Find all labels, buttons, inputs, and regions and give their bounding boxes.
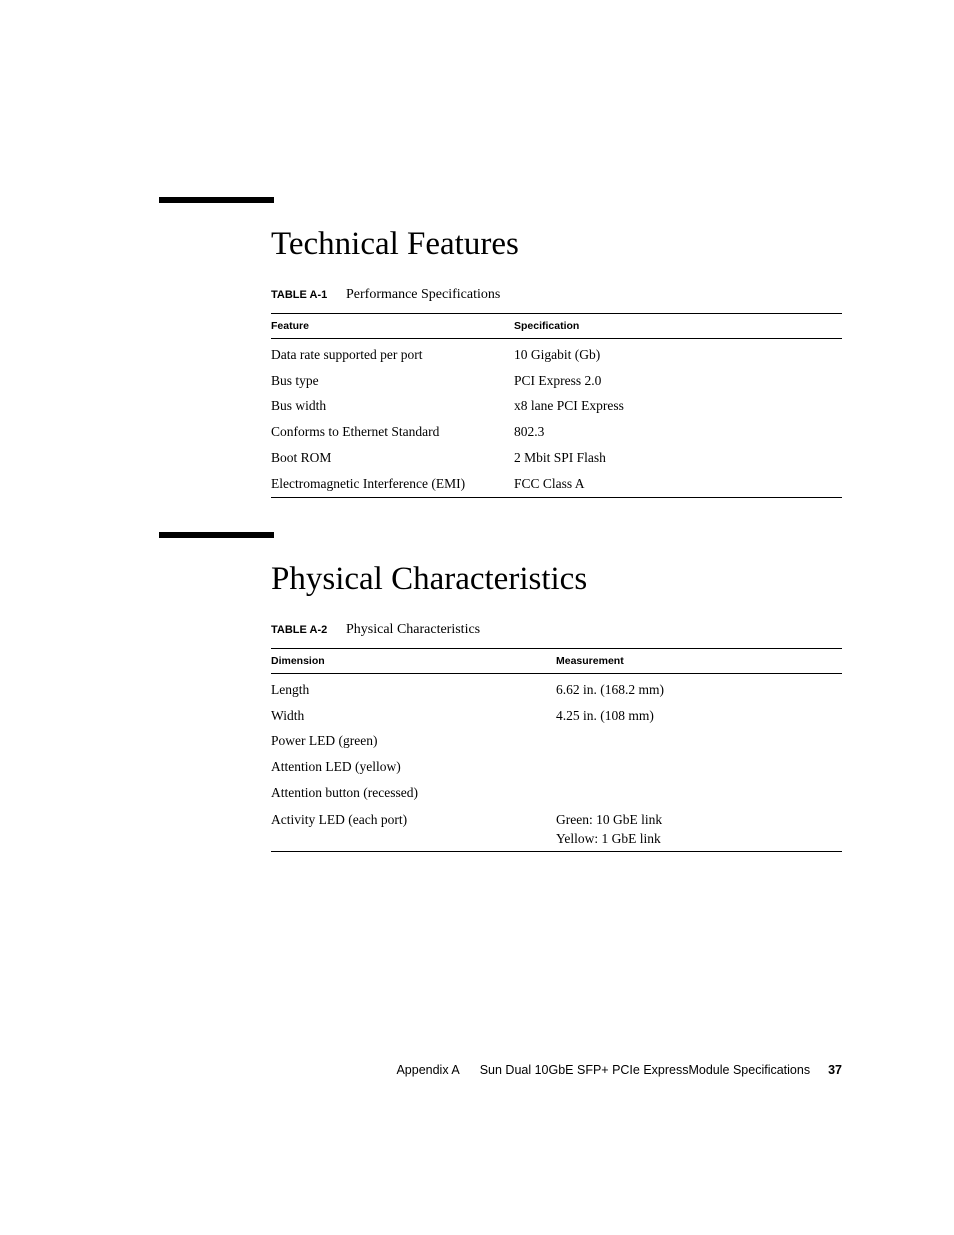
table-caption-performance	[271, 284, 500, 304]
specification-cell: x8 lane PCI Express	[514, 398, 624, 414]
column-header-measurement: Measurement	[556, 655, 624, 667]
specification-cell: 10 Gigabit (Gb)	[514, 346, 601, 362]
table-row	[271, 806, 842, 852]
dimension-cell: Attention button (recessed)	[271, 785, 418, 801]
table-title: Physical Characteristics	[346, 622, 481, 637]
measurement-cell: 4.25 in. (108 mm)	[556, 707, 654, 723]
table-title: Performance Specifications	[346, 287, 501, 302]
table-row	[271, 394, 842, 420]
specification-cell: 2 Mbit SPI Flash	[514, 450, 606, 466]
section-rule-technical-features	[159, 197, 274, 203]
measurement-line-yellow: Yellow: 1 GbE link	[556, 830, 661, 846]
table-header-row	[271, 314, 842, 339]
table-row	[271, 471, 842, 497]
feature-cell: Electromagnetic Interference (EMI)	[271, 475, 466, 491]
specification-cell: FCC Class A	[514, 475, 585, 491]
physical-characteristics-table	[271, 648, 842, 852]
specification-cell: 802.3	[514, 424, 545, 440]
table-row	[271, 419, 842, 445]
table-label: TABLE A-1	[271, 289, 328, 301]
feature-cell: Conforms to Ethernet Standard	[271, 424, 440, 440]
measurement-cell: 6.62 in. (168.2 mm)	[556, 681, 664, 697]
footer-document-title: Sun Dual 10GbE SFP+ PCIe ExpressModule Specifications	[479, 1063, 811, 1077]
table-label: TABLE A-2	[271, 624, 328, 636]
feature-cell: Bus width	[271, 398, 327, 414]
section-rule-physical-characteristics	[159, 532, 274, 538]
specification-cell: PCI Express 2.0	[514, 372, 602, 388]
table-header-row	[271, 649, 842, 674]
measurement-cell	[556, 754, 842, 780]
feature-cell: Boot ROM	[271, 450, 332, 466]
dimension-cell: Length	[271, 681, 310, 697]
dimension-cell: Width	[271, 707, 305, 723]
section-title-technical-features: Technical Features	[271, 226, 519, 262]
feature-cell: Data rate supported per port	[271, 346, 423, 362]
dimension-cell: Attention LED (yellow)	[271, 759, 401, 775]
column-header-feature: Feature	[271, 320, 309, 332]
table-row	[271, 445, 842, 471]
table-row	[271, 703, 842, 729]
page-footer	[396, 1063, 842, 1077]
column-header-dimension: Dimension	[271, 655, 325, 667]
dimension-text: Activity LED (each port)	[271, 811, 408, 827]
table-caption-physical	[271, 619, 480, 639]
performance-specifications-table	[271, 313, 842, 498]
section-title-physical-characteristics: Physical Characteristics	[271, 561, 588, 597]
page-number: 37	[828, 1063, 842, 1077]
measurement-cell	[556, 806, 842, 852]
feature-cell: Bus type	[271, 372, 319, 388]
measurement-line-green: Green: 10 GbE link	[556, 811, 663, 827]
table-row	[271, 368, 842, 394]
measurement-cell	[556, 729, 842, 755]
table-row	[271, 674, 842, 703]
table-row	[271, 729, 842, 755]
column-header-specification: Specification	[514, 320, 580, 332]
table-row	[271, 780, 842, 806]
table-row	[271, 754, 842, 780]
measurement-cell	[556, 780, 842, 806]
footer-appendix: Appendix A	[396, 1063, 460, 1077]
dimension-cell	[271, 806, 556, 852]
table-row	[271, 339, 842, 368]
dimension-cell: Power LED (green)	[271, 733, 378, 749]
